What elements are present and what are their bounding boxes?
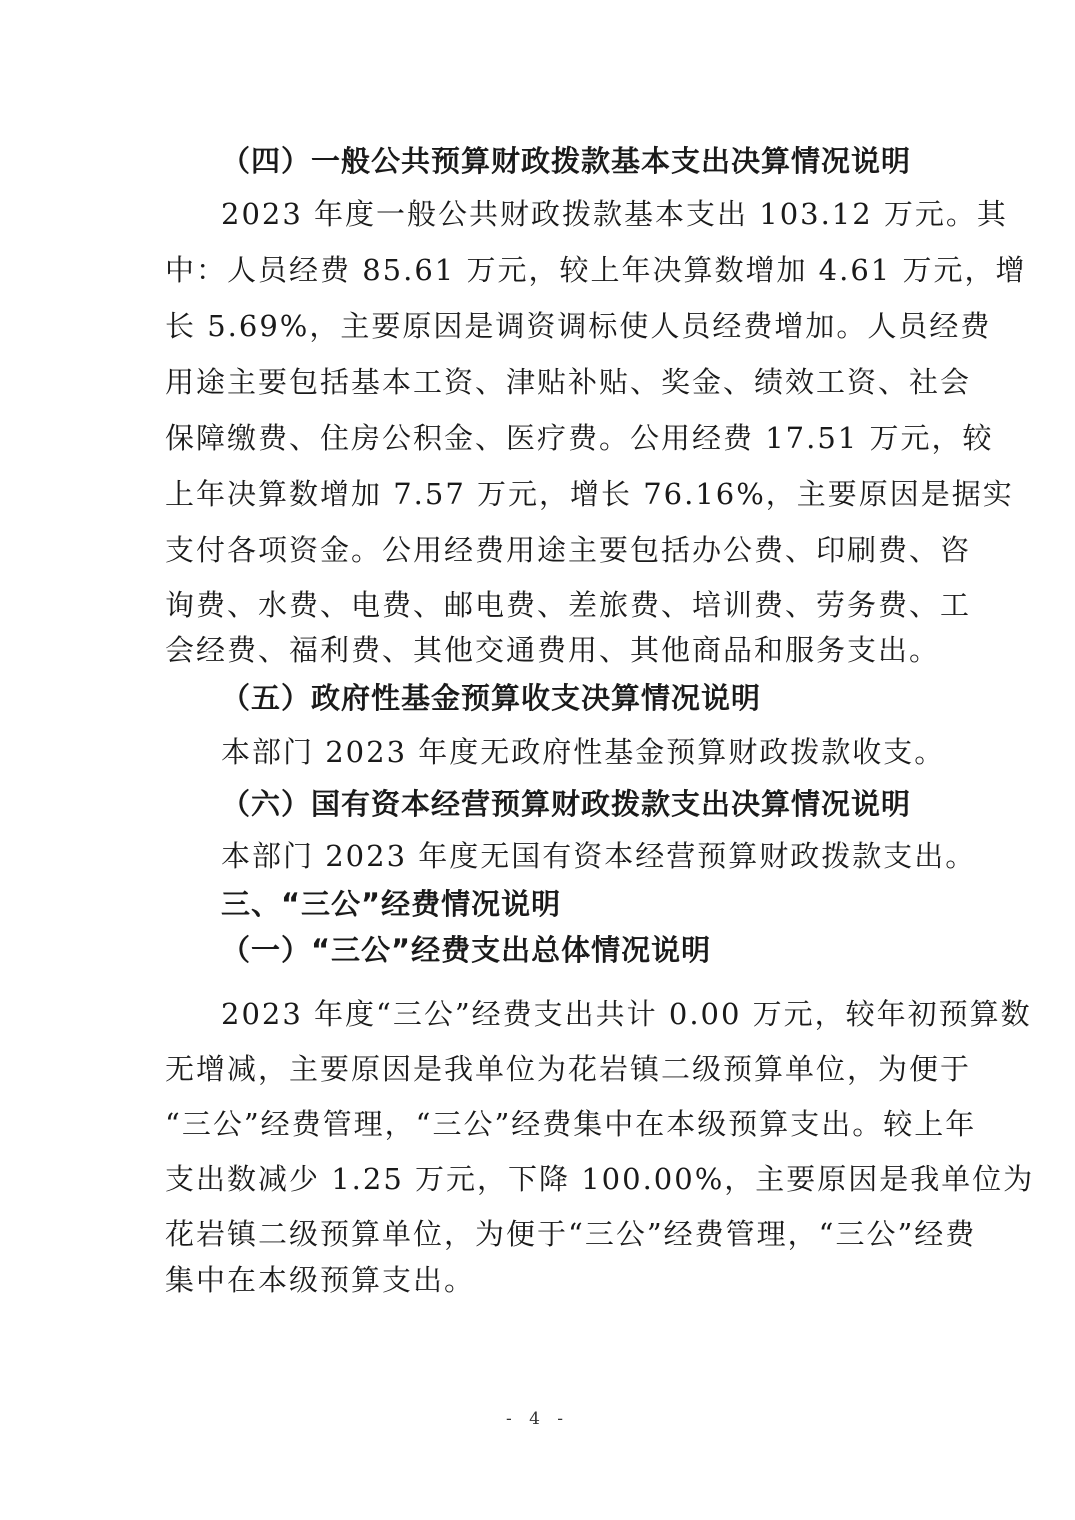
section4-line-1: 2023 年度一般公共财政拨款基本支出 103.12 万元。其 (221, 197, 1008, 231)
part3-line-1: 2023 年度“三公”经费支出共计 0.00 万元，较年初预算数 (221, 997, 1032, 1031)
page-number: - 4 - (505, 1409, 570, 1429)
part3-line-2: 无增减，主要原因是我单位为花岩镇二级预算单位，为便于 (165, 1052, 972, 1086)
section4-heading: （四）一般公共预算财政拨款基本支出决算情况说明 (221, 144, 912, 178)
section6-heading: （六）国有资本经营预算财政拨款支出决算情况说明 (221, 787, 912, 821)
part3-heading: 三、“三公”经费情况说明 (221, 887, 562, 921)
section4-line-2: 中：人员经费 85.61 万元，较上年决算数增加 4.61 万元，增 (165, 253, 1027, 287)
part3-sub1-heading: （一）“三公”经费支出总体情况说明 (221, 933, 712, 967)
part3-line-5: 花岩镇二级预算单位，为便于“三公”经费管理，“三公”经费 (165, 1217, 977, 1251)
part3-line-4: 支出数减少 1.25 万元，下降 100.00%，主要原因是我单位为 (165, 1162, 1035, 1196)
section5-heading: （五）政府性基金预算收支决算情况说明 (221, 681, 762, 715)
section4-line-4: 用途主要包括基本工资、津贴补贴、奖金、绩效工资、社会 (165, 365, 972, 399)
section4-line-5: 保障缴费、住房公积金、医疗费。公用经费 17.51 万元，较 (165, 421, 994, 455)
section4-line-6: 上年决算数增加 7.57 万元，增长 76.16%，主要原因是据实 (165, 477, 1014, 511)
part3-line-6: 集中在本级预算支出。 (165, 1263, 476, 1297)
section6-text: 本部门 2023 年度无国有资本经营预算财政拨款支出。 (221, 839, 977, 873)
section5-text: 本部门 2023 年度无政府性基金预算财政拨款收支。 (221, 735, 946, 769)
section4-line-7: 支付各项资金。公用经费用途主要包括办公费、印刷费、咨 (165, 533, 972, 567)
section4-line-3: 长 5.69%，主要原因是调资调标使人员经费增加。人员经费 (165, 309, 992, 343)
part3-line-3: “三公”经费管理，“三公”经费集中在本级预算支出。较上年 (165, 1107, 977, 1141)
section4-line-9: 会经费、福利费、其他交通费用、其他商品和服务支出。 (165, 633, 941, 667)
section4-line-8: 询费、水费、电费、邮电费、差旅费、培训费、劳务费、工 (165, 588, 972, 622)
